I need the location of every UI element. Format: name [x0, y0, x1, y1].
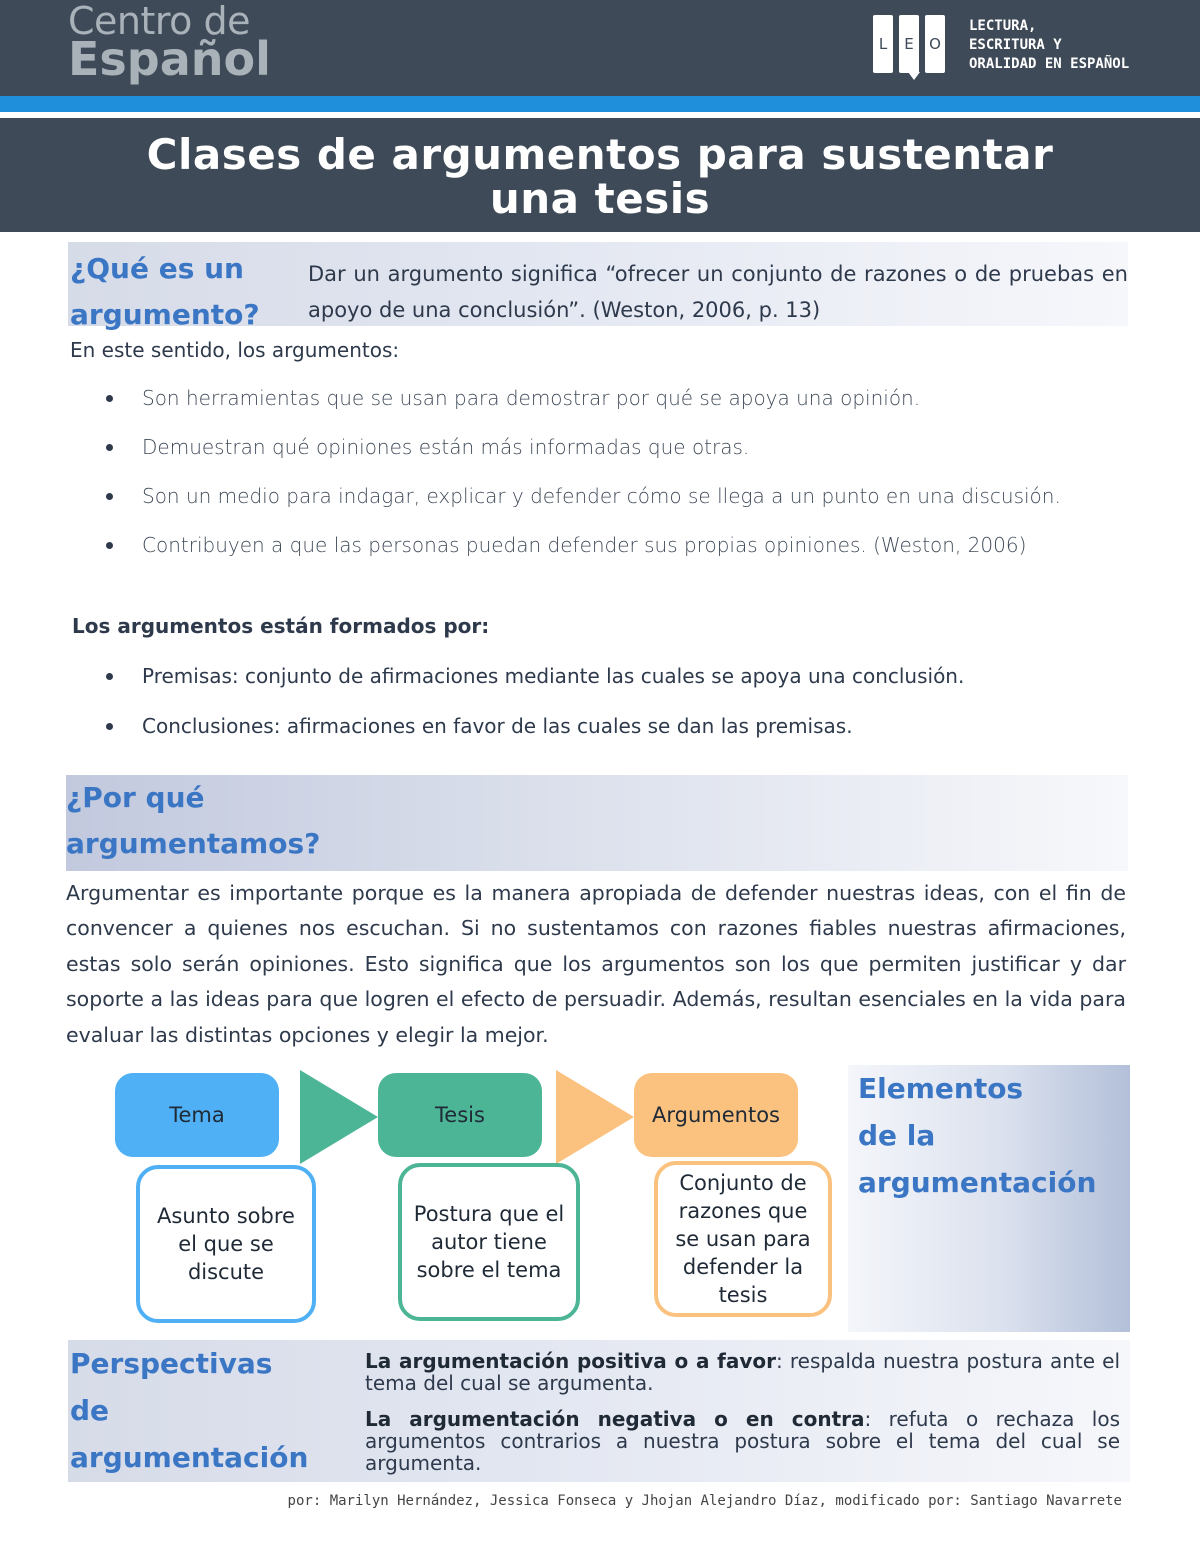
list-item: Contribuyen a que las personas puedan defender sus propias opiniones. (Weston, 2006): [102, 528, 1130, 563]
argumentos-box: Argumentos: [634, 1073, 798, 1157]
positive-label: La argumentación positiva o a favor: [365, 1349, 777, 1373]
page-title-line-2: una tesis: [489, 174, 711, 223]
list-item: Conclusiones: afirmaciones en favor de las cuales se dan las premisas.: [102, 709, 1130, 744]
list-item: Son herramientas que se usan para demostrar por qué se apoya una opinión.: [102, 381, 1130, 416]
intro-text: En este sentido, los argumentos:: [70, 338, 400, 362]
section-heading: [66, 775, 320, 867]
tesis-description: Postura que el autor tiene sobre el tema: [398, 1163, 580, 1321]
perspectivas-heading: [70, 1340, 308, 1481]
elements-heading-1: Elementos: [858, 1072, 1024, 1105]
elements-heading-2: de la: [858, 1119, 936, 1152]
leo-letter-l: L: [873, 15, 893, 73]
perspectivas-heading-3: argumentación: [70, 1441, 309, 1474]
centro-espanol-logo: [68, 0, 271, 86]
negative-argumentation: [365, 1408, 1120, 1474]
section-heading: [70, 246, 300, 338]
heading-line-1: ¿Por qué: [66, 781, 205, 814]
tema-box: Tema: [115, 1073, 279, 1157]
elements-panel: [848, 1065, 1130, 1332]
page-title-line-1: Clases de argumentos para sustentar: [146, 130, 1054, 179]
heading-line-2: argumentamos?: [66, 827, 321, 860]
positive-argumentation: [365, 1350, 1120, 1394]
credits-footer: por: Marilyn Hernández, Jessica Fonseca y Jhojan Alejandro Díaz, modificado por: Santiago Navarrete: [287, 1493, 1122, 1509]
section-perspectivas: [68, 1340, 1130, 1482]
positive-text: : respalda nuestra postura ante el tema del cual se argumenta.: [365, 1349, 1120, 1395]
list-item: Son un medio para indagar, explicar y defender cómo se llega a un punto en una discusión.: [102, 479, 1130, 514]
formed-bullet-list: [102, 659, 1130, 744]
leo-tagline-3: ORALIDAD EN ESPAÑOL: [969, 56, 1130, 72]
header-bar: [0, 0, 1200, 96]
leo-letter-e: E: [899, 15, 919, 73]
logo-line-1: Centro de: [68, 0, 251, 43]
leo-tagline: [969, 17, 1129, 74]
section-por-que-argumentamos: [66, 775, 1128, 871]
list-item: Premisas: conjunto de afirmaciones mediante las cuales se apoya una conclusión.: [102, 659, 1130, 694]
tema-description: Asunto sobre el que se discute: [136, 1165, 316, 1323]
list-item: Demuestran qué opiniones están más informadas que otras.: [102, 430, 1130, 465]
leo-tagline-2: ESCRITURA Y: [969, 37, 1062, 53]
perspectivas-heading-2: de: [70, 1394, 110, 1427]
leo-letter-o: O: [925, 15, 945, 73]
heading-line-2: argumento?: [70, 298, 260, 331]
formed-heading: Los argumentos están formados por:: [72, 614, 490, 638]
negative-label: La argumentación negativa o en contra: [365, 1407, 865, 1431]
heading-line-1: ¿Qué es un: [70, 252, 244, 285]
argument-definition: Dar un argumento significa “ofrecer un conjunto de razones o de pruebas en apoyo de una conclusión”. (Weston, 2006, p. 13): [308, 262, 1128, 322]
arrow-icon: [556, 1070, 634, 1164]
page-title: [0, 118, 1200, 221]
argumentos-description: Conjunto de razones que se usan para defender la tesis: [654, 1161, 832, 1317]
leo-logo: [873, 15, 945, 73]
section-que-es-argumento: [68, 242, 1128, 331]
logo-line-2: Español: [68, 32, 271, 86]
negative-text: : refuta o rechaza los argumentos contrarios a nuestra postura sobre el tema del cual se argumenta.: [365, 1407, 1121, 1475]
leo-pin-icon: [908, 72, 920, 80]
tesis-box: Tesis: [378, 1073, 542, 1157]
leo-tagline-1: LECTURA,: [969, 18, 1037, 34]
elements-heading: [858, 1065, 1096, 1206]
accent-band: [0, 96, 1200, 112]
elements-heading-3: argumentación: [858, 1166, 1097, 1199]
why-argue-paragraph: Argumentar es importante porque es la manera apropiada de defender nuestras ideas, con el fin de convencer a quienes nos escuchan. Si no sustentamos con razones fiables nuestras afirmaciones, estas solo serán opiniones. Esto significa que los argumentos son los que permiten justificar y dar soporte a las ideas para que logren el efecto de persuadir. Además, resultan esenciales en la vida para evaluar las distintas opciones y elegir la mejor.: [66, 881, 1126, 1047]
argument-bullet-list: [102, 381, 1130, 563]
arrow-icon: [300, 1070, 378, 1164]
title-bar: [0, 118, 1200, 232]
perspectivas-heading-1: Perspectivas: [70, 1347, 273, 1380]
